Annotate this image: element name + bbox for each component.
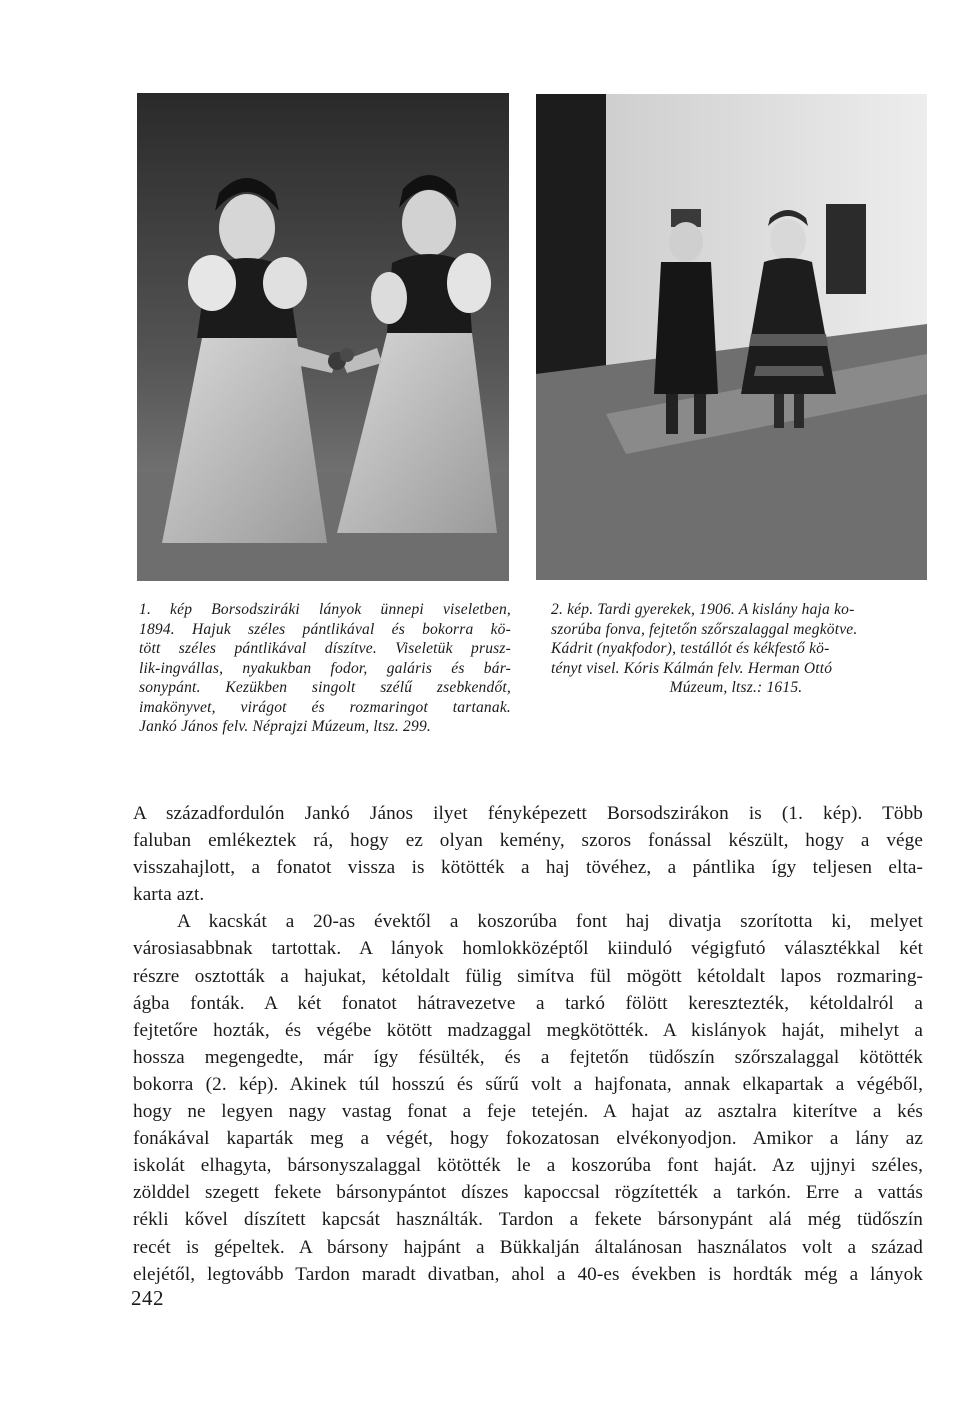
body-line: zölddel szegett fekete bársonypántot díszes kapoccsal rögzítették a tarkón. Erre a vattás (133, 1182, 923, 1204)
caption-1-line: 1894. Hajuk széles pántlikával és bokorra kö- (139, 620, 511, 638)
body-line: rékli kővel díszített kapcsát használták. Tardon a fekete bársonypánt alá még tüdőszín (133, 1209, 923, 1231)
caption-2-line: 2. kép. Tardi gyerekek, 1906. A kislány haja ko- (551, 601, 855, 618)
photo-caption-2 (551, 600, 921, 698)
body-line: elejétől, legtovább Tardon maradt divatban, ahol a 40-es években is hordták még a lányok (133, 1263, 923, 1285)
body-line: visszahajlott, a fonatot vissza is kötötték a haj tövéhez, a pántlika így teljesen elta- (133, 857, 923, 879)
caption-1-line: Jankó János felv. Néprajzi Múzeum, ltsz. 299. (139, 718, 431, 735)
body-line: A kacskát a 20-as évektől a koszorúba font haj divatja szorította ki, melyet (177, 911, 923, 933)
body-line: faluban emlékeztek rá, hogy ez olyan kemény, szoros fonással készült, hogy a vége (133, 830, 923, 852)
caption-1-line: tött széles pántlikával díszítve. Viseletük prusz- (139, 640, 511, 657)
page-number: 242 (131, 1286, 164, 1310)
body-line: városiasabbnak tartottak. A lányok homlokközéptől kiinduló végigfutó választékkal két (133, 938, 923, 960)
caption-1-line: 1. kép Borsodsziráki lányok ünnepi viseletben, (139, 601, 511, 618)
body-line: ágba fonták. A két fonatot hátravezetve a tarkó fölött keresztezték, kétoldalról a (133, 992, 923, 1014)
caption-1-line: sonypánt. Kezükben singolt szélű zsebkendőt, (139, 679, 511, 696)
body-line: karta azt. (133, 884, 205, 906)
photo-borsodszirak-girls-image (137, 93, 509, 581)
caption-2-line: Múzeum, ltsz.: 1615. (669, 679, 803, 696)
caption-2-line: Kádrit (nyakfodor), testállót és kékfestő kö- (551, 640, 830, 657)
photo-borsodszirak-girls (137, 93, 509, 581)
caption-1-line: lik-ingvállas, nyakukban fodor, galáris és bár- (139, 659, 511, 677)
body-line: fejtetőre hozták, és végébe kötött madzaggal megkötötték. A kislányok haját, mihelyt a (133, 1019, 923, 1041)
body-line: A századfordulón Jankó János ilyet fényképezett Borsodszirákon is (1. kép). Több (133, 803, 923, 824)
caption-2-line: szorúba fonva, fejtetőn szőrszalaggal megkötve. (551, 620, 858, 638)
body-line: fonákával kaparták meg a végét, hogy fokozatosan elvékonyodjon. Amikor a lány az (133, 1128, 923, 1150)
body-line: részre osztották a hajukat, kétoldalt fülig simítva fül mögött kétoldalt lapos rozmaring- (133, 965, 923, 987)
caption-1-line: imakönyvet, virágot és rozmaringot tartanak. (139, 698, 511, 716)
photo-tard-children-image (536, 94, 927, 580)
body-line: iskolát elhagyta, bársonyszalaggal kötötték le a koszorúba font haját. Az ujjnyi széles, (133, 1155, 923, 1177)
body-line: bokorra (2. kép). Akinek túl hosszú és sűrű volt a hajfonata, annak elkapartak a végéből, (133, 1073, 923, 1095)
photo-tard-children (536, 94, 927, 580)
caption-2-line: tényt visel. Kóris Kálmán felv. Herman Ottó (551, 659, 833, 677)
body-line: recét is gépeltek. A bársony hajpánt a Bükkalján általánosan használatos volt a század (133, 1236, 923, 1258)
body-text (133, 800, 923, 1288)
body-line: hogy ne legyen nagy vastag fonat a feje tetején. A hajat az asztalra kiterítve a kés (133, 1101, 923, 1123)
photo-caption-1 (139, 600, 511, 737)
body-line: hossza megengedte, már így fésülték, és a fejtetőn tüdőszín szőrszalaggal kötötték (133, 1046, 923, 1068)
